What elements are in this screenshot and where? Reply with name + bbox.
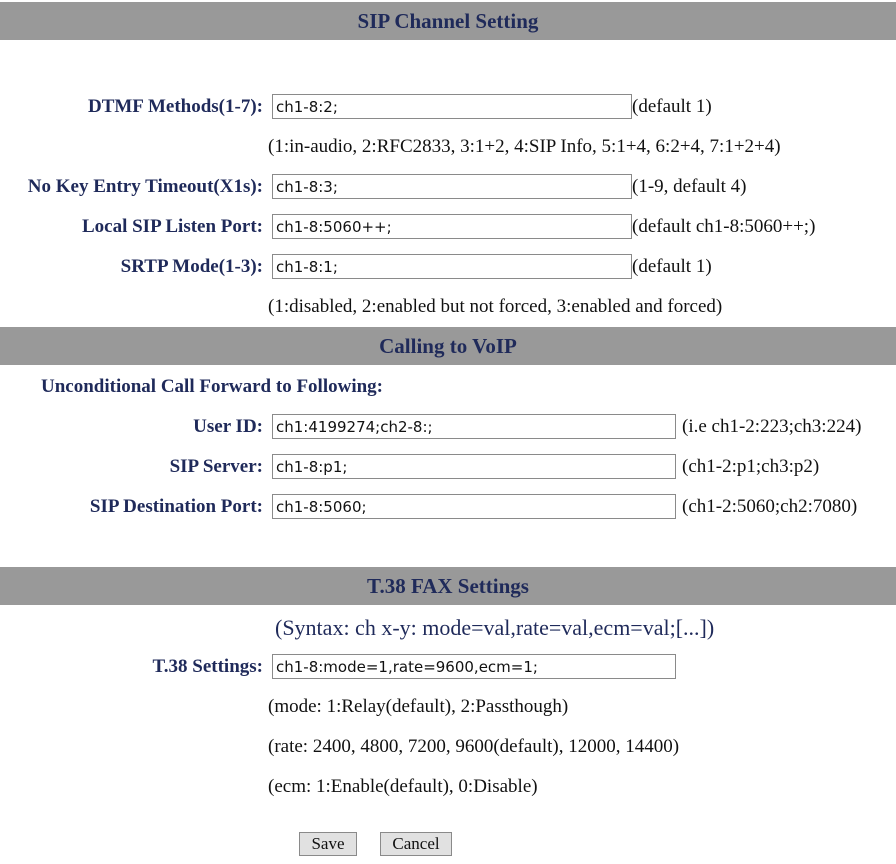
sip-dest-port-note: (ch1-2:5060;ch2:7080) bbox=[682, 496, 858, 517]
local-sip-port-label: Local SIP Listen Port: bbox=[81, 216, 263, 237]
call-forward-heading: Unconditional Call Forward to Following: bbox=[41, 376, 384, 397]
local-sip-port-note: (default ch1-8:5060++;) bbox=[632, 216, 816, 237]
user-id-note: (i.e ch1-2:223;ch3:224) bbox=[682, 416, 862, 437]
t38-settings-input[interactable] bbox=[272, 654, 676, 679]
sip-dest-port-label: SIP Destination Port: bbox=[89, 496, 263, 517]
srtp-mode-note: (default 1) bbox=[632, 256, 712, 277]
t38-header: T.38 FAX Settings bbox=[0, 567, 896, 605]
t38-rate-help: (rate: 2400, 4800, 7200, 9600(default), 12000, 14400) bbox=[268, 736, 680, 757]
dtmf-help: (1:in-audio, 2:RFC2833, 3:1+2, 4:SIP Info, 5:1+4, 6:2+4, 7:1+2+4) bbox=[268, 136, 781, 157]
dtmf-note: (default 1) bbox=[632, 96, 712, 117]
no-key-timeout-label: No Key Entry Timeout(X1s): bbox=[27, 176, 263, 197]
sip-server-note: (ch1-2:p1;ch3:p2) bbox=[682, 456, 820, 477]
save-button[interactable]: Save bbox=[299, 832, 357, 856]
cancel-button[interactable]: Cancel bbox=[380, 832, 452, 856]
t38-syntax: (Syntax: ch x-y: mode=val,rate=val,ecm=val;[...]) bbox=[275, 615, 715, 640]
t38-settings-label: T.38 Settings: bbox=[152, 656, 263, 677]
dtmf-label: DTMF Methods(1-7): bbox=[87, 96, 263, 117]
srtp-mode-label: SRTP Mode(1-3): bbox=[120, 256, 263, 277]
no-key-timeout-note: (1-9, default 4) bbox=[632, 176, 747, 197]
dtmf-input[interactable] bbox=[272, 94, 632, 119]
sip-dest-port-input[interactable] bbox=[272, 494, 676, 519]
t38-ecm-help: (ecm: 1:Enable(default), 0:Disable) bbox=[268, 776, 538, 797]
t38-mode-help: (mode: 1:Relay(default), 2:Passthough) bbox=[268, 696, 569, 717]
local-sip-port-input[interactable] bbox=[272, 214, 632, 239]
srtp-help: (1:disabled, 2:enabled but not forced, 3:enabled and forced) bbox=[268, 296, 723, 317]
calling-voip-header: Calling to VoIP bbox=[0, 327, 896, 365]
no-key-timeout-input[interactable] bbox=[272, 174, 632, 199]
sip-server-input[interactable] bbox=[272, 454, 676, 479]
user-id-label: User ID: bbox=[193, 416, 263, 437]
sip-server-label: SIP Server: bbox=[169, 456, 263, 477]
sip-channel-header: SIP Channel Setting bbox=[0, 2, 896, 40]
user-id-input[interactable] bbox=[272, 414, 676, 439]
srtp-mode-input[interactable] bbox=[272, 254, 632, 279]
